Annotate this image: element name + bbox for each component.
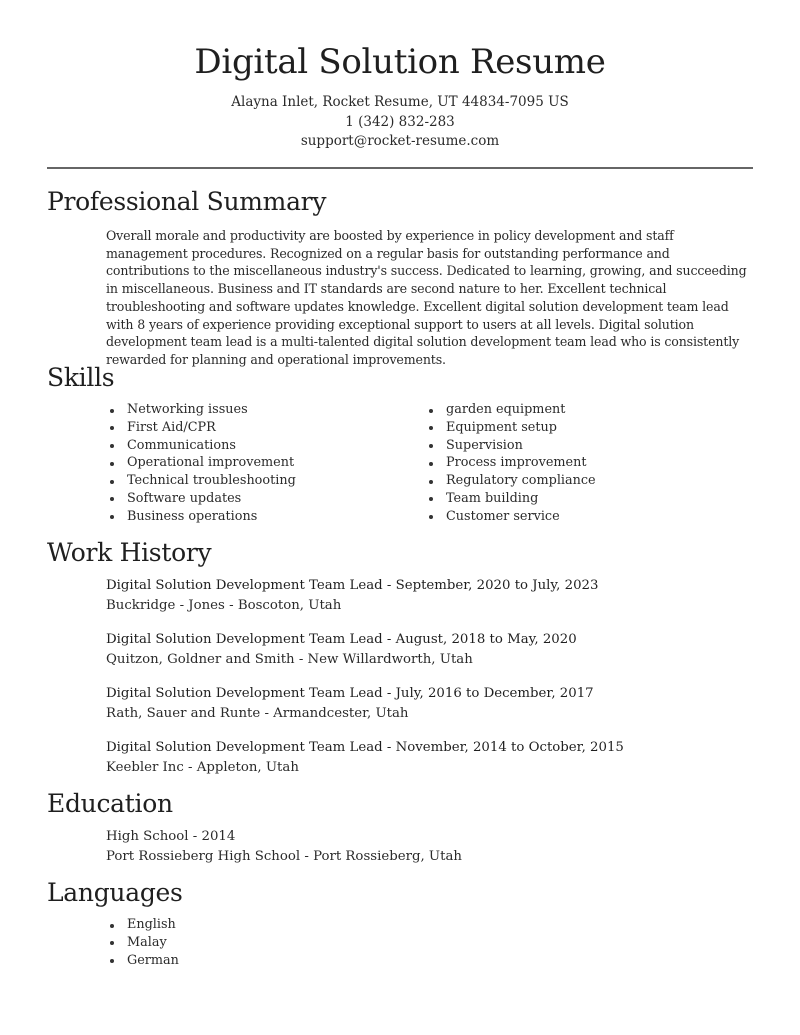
job-title-line: Digital Solution Development Team Lead - August, 2018 to May, 2020	[106, 632, 577, 647]
job-company-line: Buckridge - Jones - Boscoton, Utah	[106, 598, 342, 613]
education-school-line: Port Rossieberg High School - Port Rossieberg, Utah	[106, 849, 462, 864]
summary-text: Overall morale and productivity are boosted by experience in policy development and staff management procedures. Recognized on a regular basis for outstanding performance and contributions to the miscellaneous industry's success. Dedicated to learning, growing, and succeeding in miscellaneous. Business and IT standards are second nature to her. Excellent technical troubleshooting and software updates knowledge. Excellent digital solution development team lead with 8 years of experience providing exceptional support to users at all levels. Digital solution development team lead is a multi-talented digital solution development team lead who is consistently rewarded for planning and operational improvements.	[106, 228, 747, 367]
skill-item: Customer service	[446, 508, 596, 526]
section-heading-languages: Languages	[47, 878, 183, 907]
job-entry	[106, 630, 577, 670]
job-title-line: Digital Solution Development Team Lead - September, 2020 to July, 2023	[106, 578, 599, 593]
contact-email: support@rocket-resume.com	[300, 133, 500, 149]
language-item: German	[127, 952, 179, 968]
skill-item: Regulatory compliance	[446, 473, 596, 489]
language-item: English	[127, 916, 179, 934]
section-heading-education: Education	[47, 789, 173, 818]
language-item: Malay	[127, 934, 179, 952]
resume-title: Digital Solution Resume	[194, 42, 606, 82]
contact-address: Alayna Inlet, Rocket Resume, UT 44834-7095 US	[231, 94, 569, 110]
job-title-line: Digital Solution Development Team Lead - July, 2016 to December, 2017	[106, 686, 594, 701]
skill-item: First Aid/CPR	[127, 419, 296, 437]
skill-item: Communications	[127, 437, 296, 455]
job-entry	[106, 738, 624, 778]
skills-list-left	[127, 401, 296, 526]
skill-item: Equipment setup	[446, 419, 596, 437]
job-company-line: Quitzon, Goldner and Smith - New Willardworth, Utah	[106, 652, 473, 667]
job-company-line: Keebler Inc - Appleton, Utah	[106, 760, 299, 775]
section-heading-summary: Professional Summary	[47, 187, 327, 216]
header-divider	[47, 167, 753, 169]
skill-item: Business operations	[127, 508, 296, 526]
skill-item: Supervision	[446, 437, 596, 455]
skill-item: Software updates	[127, 490, 296, 508]
skill-item: Process improvement	[446, 454, 596, 472]
skill-item: Networking issues	[127, 401, 296, 419]
job-entry	[106, 576, 598, 616]
education-degree-line: High School - 2014	[106, 829, 236, 844]
languages-list	[127, 916, 179, 969]
skill-item: Technical troubleshooting	[127, 473, 296, 489]
job-company-line: Rath, Sauer and Runte - Armandcester, Utah	[106, 706, 409, 721]
education-entry	[106, 827, 462, 867]
section-heading-skills: Skills	[47, 363, 115, 392]
skill-item: Operational improvement	[127, 455, 295, 471]
job-entry	[106, 684, 594, 724]
skills-list-right	[446, 401, 596, 526]
contact-info	[0, 93, 800, 152]
skill-item: Team building	[446, 490, 596, 508]
skill-item: garden equipment	[446, 401, 596, 419]
contact-phone: 1 (342) 832-283	[345, 113, 455, 130]
job-title-line: Digital Solution Development Team Lead - November, 2014 to October, 2015	[106, 740, 624, 755]
section-heading-work-history: Work History	[47, 538, 212, 567]
